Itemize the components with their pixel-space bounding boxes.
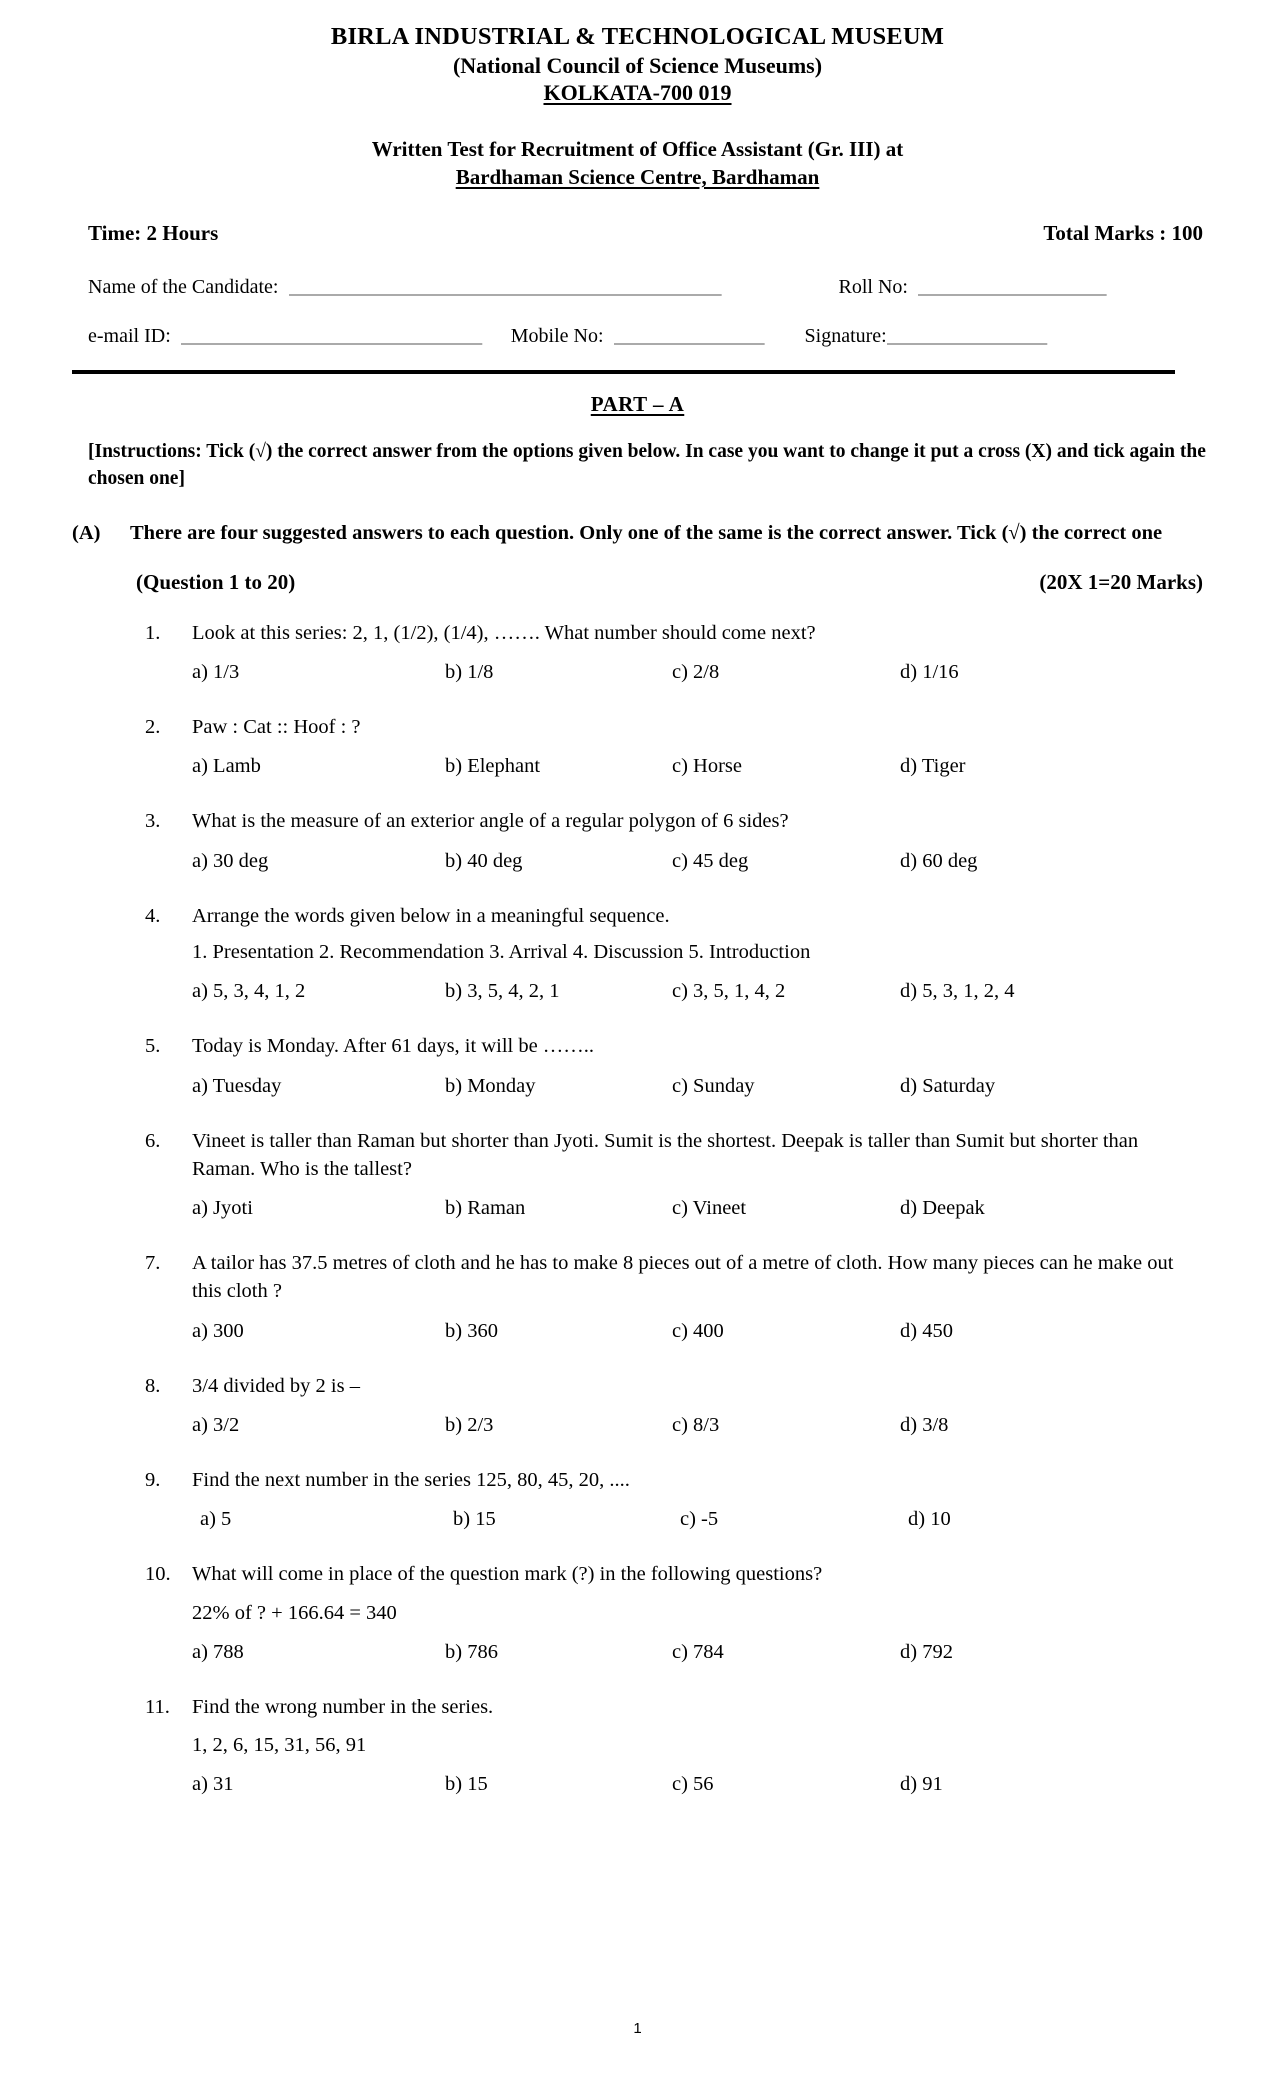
option-a[interactable]: a) 3/2 [192, 1414, 240, 1436]
form-row-email-mobile-signature [88, 325, 1203, 348]
question-text: A tailor has 37.5 metres of cloth and he has to make 8 pieces out of a metre of cloth. How many pieces can he make out this cloth ? [192, 1252, 1174, 1303]
option-c[interactable]: c) Vineet [672, 1197, 747, 1220]
part-a-heading [0, 392, 1275, 417]
option-d[interactable]: d) 450 [900, 1319, 953, 1342]
option-a[interactable]: a) 300 [192, 1319, 244, 1342]
option-b[interactable]: b) 15 [453, 1508, 496, 1531]
question-head [145, 902, 1205, 930]
question-item [0, 1693, 1275, 1802]
signature-input[interactable]: _________________ [886, 325, 1047, 348]
option-b[interactable]: b) 1/8 [445, 661, 494, 684]
question-item [0, 1560, 1275, 1669]
question-head [145, 713, 1205, 741]
option-a[interactable]: a) Tuesday [192, 1074, 282, 1097]
question-head [145, 807, 1205, 835]
part-a-heading-text: PART – A [590, 392, 685, 417]
question-head [145, 1560, 1205, 1588]
question-number: 11. [145, 1695, 170, 1718]
question-text: Find the wrong number in the series. [192, 1695, 494, 1718]
question-number: 8. [145, 1374, 161, 1397]
question-head [145, 619, 1205, 647]
candidate-name-label: Name of the Candidate: [88, 276, 279, 299]
roll-no-input[interactable]: ____________________ [917, 276, 1106, 299]
options-row [192, 1773, 1205, 1801]
question-head [145, 1127, 1205, 1184]
question-number: 5. [145, 1035, 161, 1058]
question-item [0, 1249, 1275, 1348]
exam-total-marks: Total Marks : 100 [1043, 221, 1203, 246]
option-c[interactable]: c) Sunday [672, 1074, 755, 1097]
question-number: 2. [145, 716, 161, 739]
exam-duration: Time: 2 Hours [88, 221, 219, 246]
question-item [0, 902, 1275, 1009]
question-item [0, 807, 1275, 877]
question-head [145, 1466, 1205, 1494]
question-text: What will come in place of the question mark (?) in the following questions? [192, 1563, 823, 1586]
option-d[interactable]: d) 3/8 [900, 1414, 949, 1436]
option-d[interactable]: d) Saturday [900, 1074, 996, 1097]
option-d[interactable]: d) 792 [900, 1640, 953, 1663]
option-c[interactable]: c) 56 [672, 1773, 714, 1796]
question-series: 1, 2, 6, 15, 31, 56, 91 [192, 1734, 367, 1757]
question-head [145, 1372, 1205, 1400]
option-c[interactable]: c) 784 [672, 1640, 724, 1663]
option-a[interactable]: a) 30 deg [192, 849, 269, 872]
options-row [192, 850, 1205, 878]
section-a-block [72, 520, 1215, 547]
options-row [192, 755, 1205, 783]
option-d[interactable]: d) Tiger [900, 755, 966, 778]
document-header [0, 0, 1275, 108]
test-title-line-2: Bardhaman Science Centre, Bardhaman [455, 164, 820, 189]
option-a[interactable]: a) Jyoti [192, 1197, 253, 1220]
option-c[interactable]: c) 8/3 [672, 1414, 720, 1436]
organization-city: KOLKATA-700 019 [543, 80, 732, 106]
option-c[interactable]: c) 45 deg [672, 849, 749, 872]
option-a[interactable]: a) 1/3 [192, 661, 240, 684]
question-equation: 22% of ? + 166.64 = 340 [192, 1601, 397, 1624]
option-a[interactable]: a) 5 [200, 1508, 232, 1531]
option-b[interactable]: b) Raman [445, 1197, 526, 1220]
option-b[interactable]: b) 15 [445, 1773, 488, 1796]
question-head [145, 1693, 1205, 1721]
test-title-line-1: Written Test for Recruitment of Office Assistant (Gr. III) at [371, 136, 904, 161]
organization-name: BIRLA INDUSTRIAL & TECHNOLOGICAL MUSEUM [330, 23, 945, 50]
option-a[interactable]: a) Lamb [192, 755, 261, 778]
questions-list [0, 619, 1275, 1802]
signature-label: Signature: [804, 325, 887, 348]
exam-meta-row [0, 221, 1275, 246]
options-row [200, 1508, 1205, 1536]
option-c[interactable]: c) 400 [672, 1319, 724, 1342]
page-number: 1 [633, 2020, 642, 2037]
question-head [145, 1032, 1205, 1060]
option-b[interactable]: b) Elephant [445, 755, 541, 778]
option-c[interactable]: c) -5 [680, 1508, 719, 1531]
question-number: 7. [145, 1252, 161, 1275]
options-row [192, 1641, 1205, 1669]
question-number: 10. [145, 1563, 171, 1586]
option-d[interactable]: d) 5, 3, 1, 2, 4 [900, 980, 1015, 1003]
options-row [192, 1075, 1205, 1103]
section-a-description: There are four suggested answers to each question. Only one of the same is the correct answer. Tick (√) the correct one [130, 522, 1163, 545]
email-id-label: e-mail ID: [88, 325, 171, 348]
question-sequence-items: 1. Presentation 2. Recommendation 3. Arrival 4. Discussion 5. Introduction [192, 941, 811, 964]
option-a[interactable]: a) 788 [192, 1640, 244, 1663]
section-a-marker: (A) [72, 522, 101, 545]
option-d[interactable]: d) 60 deg [900, 849, 978, 872]
mobile-no-label: Mobile No: [510, 325, 604, 348]
option-b[interactable]: b) 786 [445, 1640, 498, 1663]
question-number: 4. [145, 904, 161, 927]
options-row [192, 661, 1205, 689]
option-d[interactable]: d) 91 [900, 1773, 943, 1796]
question-text: 3/4 divided by 2 is – [192, 1374, 360, 1397]
question-text: Arrange the words given below in a meaningful sequence. [192, 904, 670, 927]
option-b[interactable]: b) 360 [445, 1319, 498, 1342]
marks-note-label: (20X 1=20 Marks) [1039, 569, 1203, 594]
options-row [192, 1414, 1205, 1442]
option-a[interactable]: a) 31 [192, 1773, 234, 1796]
candidate-details-form [0, 276, 1275, 348]
question-item [0, 1466, 1275, 1536]
option-b[interactable]: b) 40 deg [445, 849, 523, 872]
options-row [192, 1320, 1205, 1348]
organization-subtitle: (National Council of Science Museums) [452, 52, 823, 78]
option-a[interactable]: a) 5, 3, 4, 1, 2 [192, 980, 306, 1003]
option-c[interactable]: c) Horse [672, 755, 743, 778]
question-item [0, 1372, 1275, 1442]
question-number: 6. [145, 1129, 161, 1152]
options-row [192, 980, 1205, 1008]
test-title [0, 136, 1275, 191]
question-range-label: (Question 1 to 20) [136, 569, 296, 594]
option-b[interactable]: b) 2/3 [445, 1414, 494, 1436]
question-item [0, 713, 1275, 783]
question-text: What is the measure of an exterior angle of a regular polygon of 6 sides? [192, 810, 789, 833]
header-divider [72, 370, 1175, 374]
option-c[interactable]: c) 2/8 [672, 661, 720, 684]
question-text: Vineet is taller than Raman but shorter than Jyoti. Sumit is the shortest. Deepak is taller than Sumit but shorter than Raman. Who is the tallest? [192, 1129, 1139, 1180]
question-item [0, 1032, 1275, 1102]
option-d[interactable]: d) Deepak [900, 1197, 985, 1220]
candidate-name-input[interactable]: ______________________________________________ [288, 276, 721, 299]
question-number: 1. [145, 621, 161, 644]
option-b[interactable]: b) Monday [445, 1074, 536, 1097]
option-c[interactable]: c) 3, 5, 1, 4, 2 [672, 980, 786, 1003]
question-text: Look at this series: 2, 1, (1/2), (1/4), ……. What number should come next? [192, 621, 816, 644]
question-text: Paw : Cat :: Hoof : ? [192, 716, 361, 739]
question-text: Today is Monday. After 61 days, it will be …….. [192, 1035, 595, 1058]
option-b[interactable]: b) 3, 5, 4, 2, 1 [445, 980, 560, 1003]
question-item [0, 1127, 1275, 1226]
form-row-name-roll [88, 276, 1203, 299]
options-row [192, 1197, 1205, 1225]
instructions-block: [Instructions: Tick (√) the correct answer from the options given below. In case you want to change it put a cross (X) and tick again the chosen one] [88, 441, 1206, 489]
roll-no-label: Roll No: [838, 276, 908, 299]
mobile-no-input[interactable]: ________________ [613, 325, 764, 348]
question-text: Find the next number in the series 125, 80, 45, 20, .... [192, 1469, 630, 1491]
question-range-row [136, 570, 1203, 595]
question-number: 9. [145, 1469, 161, 1491]
option-d[interactable]: d) 1/16 [900, 661, 959, 684]
question-item [0, 619, 1275, 689]
option-d[interactable]: d) 10 [908, 1508, 951, 1531]
question-number: 3. [145, 810, 161, 833]
question-head [145, 1249, 1205, 1306]
email-id-input[interactable]: ________________________________ [180, 325, 482, 348]
